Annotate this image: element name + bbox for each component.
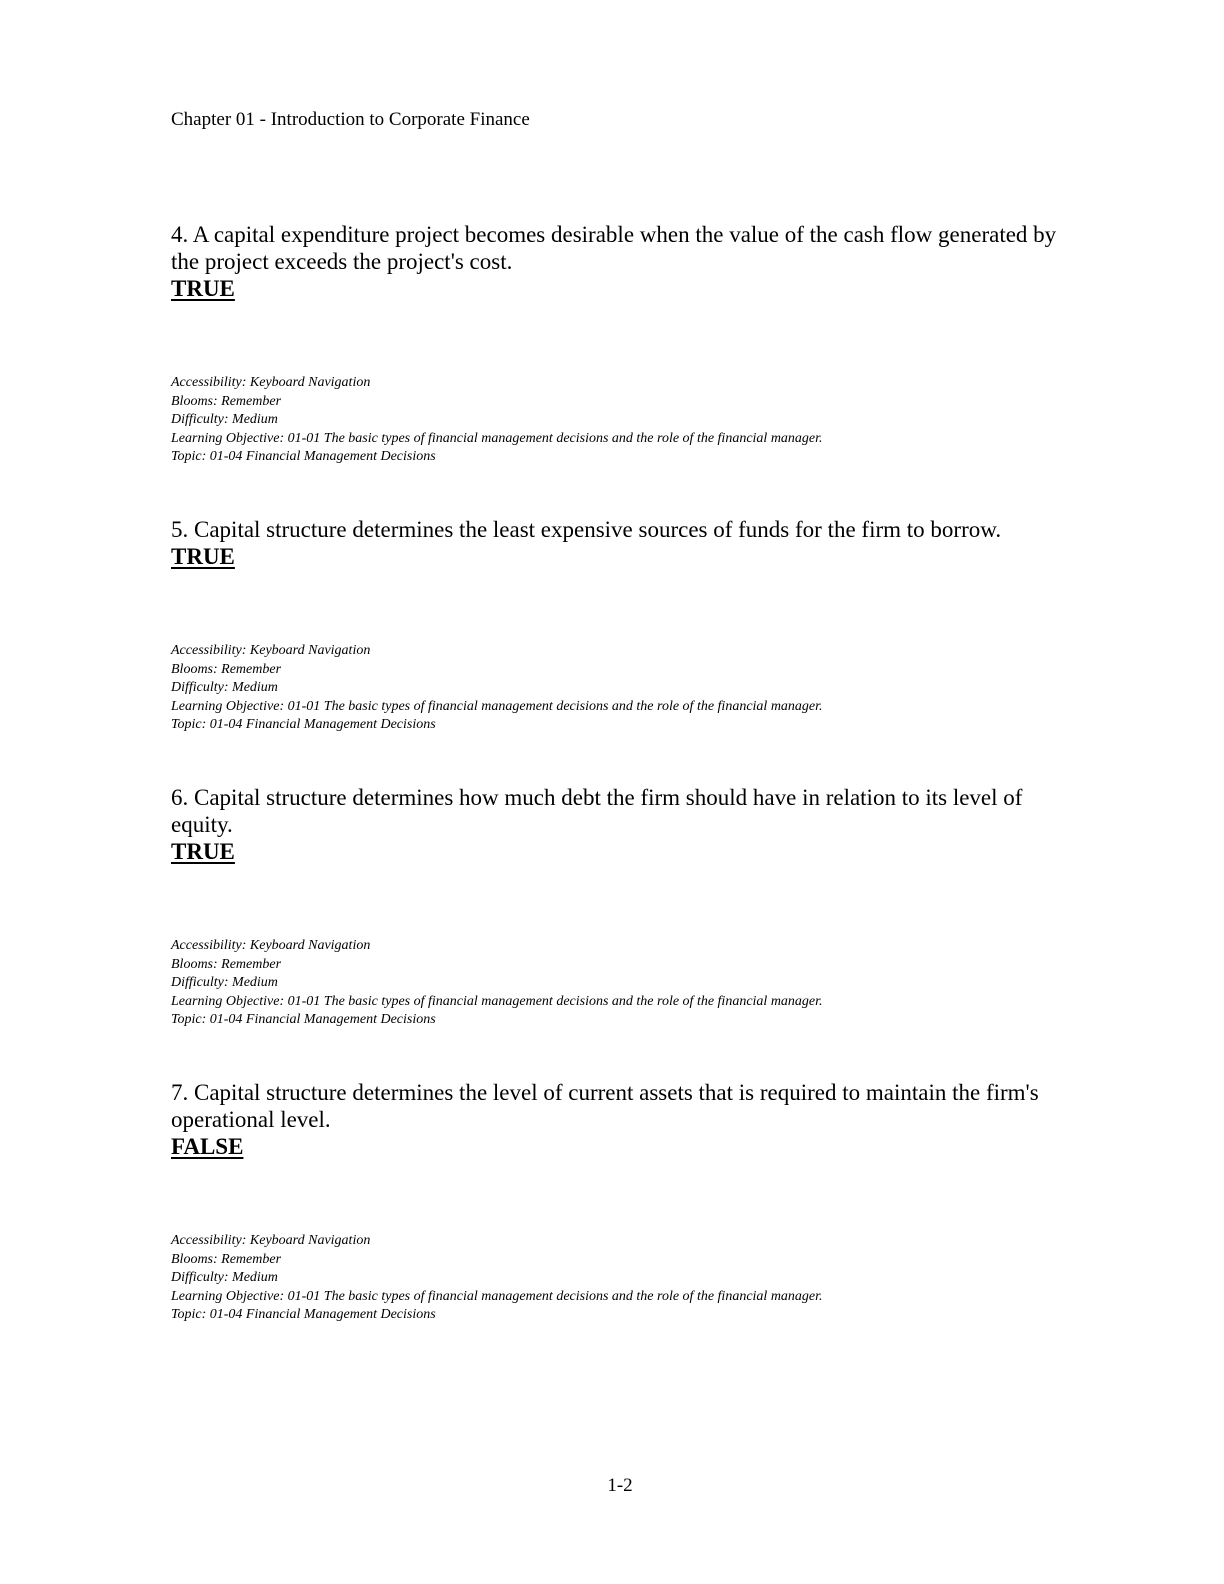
meta-learning-objective: Learning Objective: 01-01 The basic types of financial management decisions and the role of the financial manager. — [171, 698, 823, 714]
meta-learning-objective: Learning Objective: 01-01 The basic types of financial management decisions and the role of the financial manager. — [171, 1288, 823, 1304]
meta-learning-objective: Learning Objective: 01-01 The basic types of financial management decisions and the role of the financial manager. — [171, 430, 823, 446]
meta-blooms: Blooms: Remember — [171, 661, 282, 677]
meta-accessibility: Accessibility: Keyboard Navigation — [171, 938, 371, 953]
question-7-metadata — [171, 1232, 823, 1325]
meta-accessibility: Accessibility: Keyboard Navigation — [171, 643, 371, 658]
meta-difficulty: Difficulty: Medium — [171, 680, 278, 695]
meta-difficulty: Difficulty: Medium — [171, 1270, 278, 1285]
page-header: Chapter 01 - Introduction to Corporate Finance — [171, 109, 530, 130]
question-7-text: 7. Capital structure determines the level of current assets that is required to maintain the firm's operational level. — [171, 1080, 1039, 1132]
question-7-answer: FALSE — [171, 1134, 244, 1159]
meta-difficulty: Difficulty: Medium — [171, 412, 278, 427]
question-4-text: 4. A capital expenditure project becomes desirable when the value of the cash flow generated by the project exceeds the project's cost. — [171, 222, 1057, 274]
meta-blooms: Blooms: Remember — [171, 393, 282, 409]
meta-difficulty: Difficulty: Medium — [171, 975, 278, 990]
question-4-metadata — [171, 374, 823, 467]
question-5-answer: TRUE — [171, 544, 235, 569]
question-6-metadata — [171, 937, 823, 1030]
question-4-answer: TRUE — [171, 276, 235, 301]
meta-topic: Topic: 01-04 Financial Management Decisions — [171, 1012, 436, 1027]
meta-blooms: Blooms: Remember — [171, 1251, 282, 1267]
meta-topic: Topic: 01-04 Financial Management Decisions — [171, 717, 436, 732]
page-number: 1-2 — [607, 1475, 633, 1496]
meta-blooms: Blooms: Remember — [171, 956, 282, 972]
meta-learning-objective: Learning Objective: 01-01 The basic types of financial management decisions and the role of the financial manager. — [171, 993, 823, 1009]
meta-accessibility: Accessibility: Keyboard Navigation — [171, 375, 371, 390]
question-5-text: 5. Capital structure determines the least expensive sources of funds for the firm to borrow. — [171, 517, 1002, 542]
meta-topic: Topic: 01-04 Financial Management Decisions — [171, 1307, 436, 1322]
question-5-metadata — [171, 642, 823, 735]
meta-topic: Topic: 01-04 Financial Management Decisions — [171, 449, 436, 464]
question-6-text: 6. Capital structure determines how much debt the firm should have in relation to its level of equity. — [171, 785, 1023, 837]
question-6-answer: TRUE — [171, 839, 235, 864]
meta-accessibility: Accessibility: Keyboard Navigation — [171, 1233, 371, 1248]
